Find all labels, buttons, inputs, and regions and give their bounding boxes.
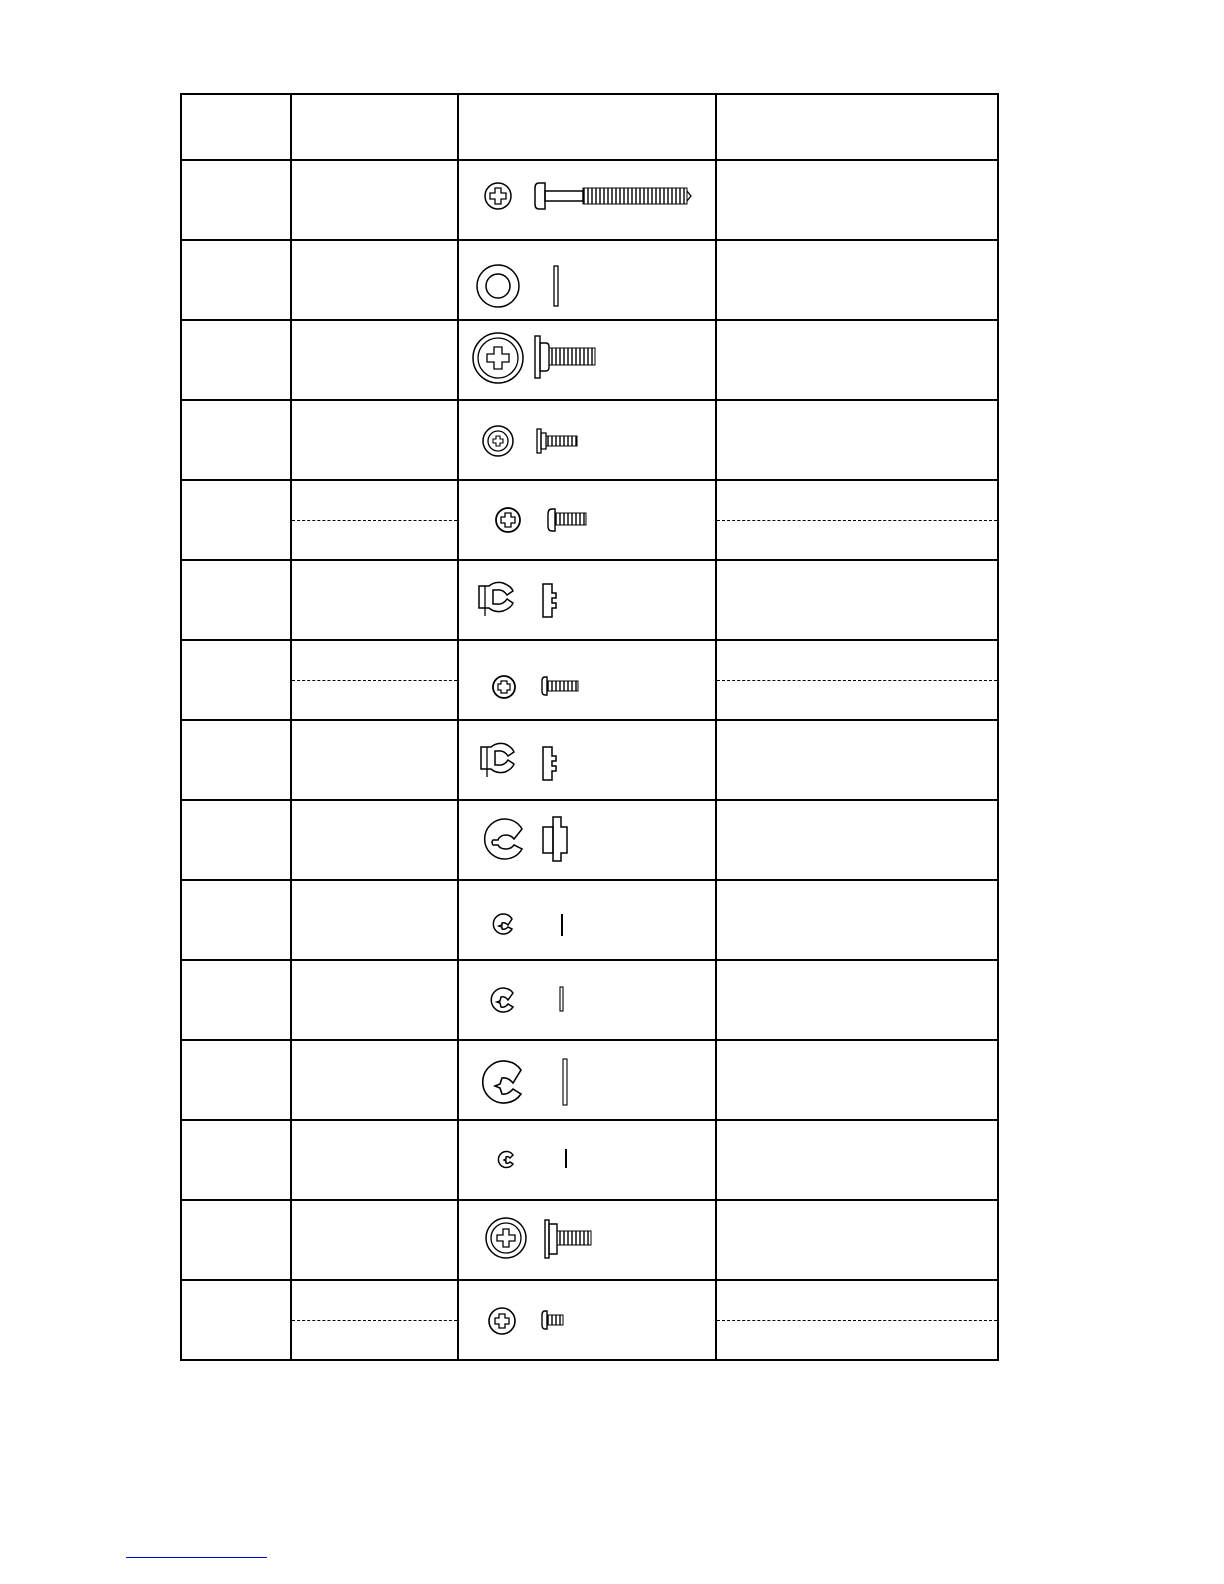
table-row: [181, 1200, 998, 1280]
part-no-cell: [291, 1120, 458, 1200]
illustration-cell: [458, 560, 716, 640]
description-cell: [716, 960, 998, 1040]
illustration-cell: [458, 960, 716, 1040]
description-cell: [716, 240, 998, 320]
illustration-cell: [458, 240, 716, 320]
description-cell: [716, 1280, 998, 1360]
part-no-cell: [291, 1280, 458, 1360]
ref-cell: [181, 320, 291, 400]
table-row: [181, 1280, 998, 1360]
ref-cell: [181, 880, 291, 960]
header-cell-4: [716, 94, 998, 160]
part-no-cell: [291, 720, 458, 800]
illustration-cell: [458, 880, 716, 960]
table-row: [181, 720, 998, 800]
description-cell: [716, 640, 998, 720]
ref-cell: [181, 240, 291, 320]
illustration-cell: [458, 160, 716, 240]
description-cell: [716, 880, 998, 960]
illustration-cell: [458, 400, 716, 480]
part-no-cell: [291, 880, 458, 960]
illustration-cell: [458, 640, 716, 720]
part-no-cell: [291, 560, 458, 640]
small-e-ring-icon: [459, 881, 715, 959]
table-row: [181, 400, 998, 480]
medium-e-ring-icon: [459, 961, 715, 1039]
table-row: [181, 560, 998, 640]
header-cell-2: [291, 94, 458, 160]
ref-cell: [181, 1120, 291, 1200]
ref-cell: [181, 400, 291, 480]
dashed-divider: [717, 1320, 997, 1321]
pan-head-screw-icon: [459, 481, 715, 559]
ref-cell: [181, 720, 291, 800]
table-row: [181, 880, 998, 960]
part-no-cell: [291, 960, 458, 1040]
description-cell: [716, 1040, 998, 1120]
table-row: [181, 320, 998, 400]
description-cell: [716, 480, 998, 560]
ref-cell: [181, 1200, 291, 1280]
short-pan-head-screw-icon: [459, 1281, 715, 1359]
illustration-cell: [458, 480, 716, 560]
illustration-cell: [458, 320, 716, 400]
part-no-cell: [291, 1040, 458, 1120]
description-cell: [716, 800, 998, 880]
ref-cell: [181, 800, 291, 880]
large-e-ring-icon: [459, 1041, 715, 1119]
table-header-row: [181, 94, 998, 160]
dashed-divider: [717, 520, 997, 521]
tiny-e-ring-icon: [459, 1121, 715, 1199]
header-cell-3: [458, 94, 716, 160]
description-cell: [716, 720, 998, 800]
description-cell: [716, 560, 998, 640]
dashed-divider: [292, 1320, 457, 1321]
table-row: [181, 1120, 998, 1200]
table-row: [181, 240, 998, 320]
description-cell: [716, 160, 998, 240]
illustration-cell: [458, 1280, 716, 1360]
part-no-cell: [291, 320, 458, 400]
ref-cell: [181, 960, 291, 1040]
large-flange-screw-icon: [459, 321, 715, 399]
table-row: [181, 960, 998, 1040]
illustration-cell: [458, 1120, 716, 1200]
description-cell: [716, 1200, 998, 1280]
ref-cell: [181, 1280, 291, 1360]
footer-link-underline[interactable]: [126, 1557, 267, 1558]
illustration-cell: [458, 1200, 716, 1280]
table-row: [181, 640, 998, 720]
long-tapping-screw-icon: [459, 161, 715, 239]
illustration-cell: [458, 1040, 716, 1120]
ref-cell: [181, 640, 291, 720]
part-no-cell: [291, 160, 458, 240]
dashed-divider: [717, 680, 997, 681]
header-cell-1: [181, 94, 291, 160]
dashed-divider: [292, 680, 457, 681]
description-cell: [716, 1120, 998, 1200]
table-row: [181, 160, 998, 240]
part-no-cell: [291, 640, 458, 720]
table-row: [181, 1040, 998, 1120]
dashed-divider: [292, 520, 457, 521]
illustration-cell: [458, 800, 716, 880]
ref-cell: [181, 1040, 291, 1120]
part-no-cell: [291, 800, 458, 880]
ref-cell: [181, 560, 291, 640]
small-flange-screw-icon: [459, 401, 715, 479]
description-cell: [716, 320, 998, 400]
small-pan-head-screw-icon: [459, 641, 715, 719]
description-cell: [716, 400, 998, 480]
illustration-cell: [458, 720, 716, 800]
parts-table: [180, 93, 999, 1361]
part-no-cell: [291, 1200, 458, 1280]
part-no-cell: [291, 400, 458, 480]
table-row: [181, 800, 998, 880]
washer-head-screw-icon: [459, 1201, 715, 1279]
ref-cell: [181, 160, 291, 240]
push-nut-icon: [459, 561, 715, 639]
part-no-cell: [291, 240, 458, 320]
flanged-retaining-ring-icon: [459, 801, 715, 879]
ref-cell: [181, 480, 291, 560]
table-row: [181, 480, 998, 560]
push-nut-icon: [459, 721, 715, 799]
flat-washer-icon: [459, 241, 715, 319]
part-no-cell: [291, 480, 458, 560]
